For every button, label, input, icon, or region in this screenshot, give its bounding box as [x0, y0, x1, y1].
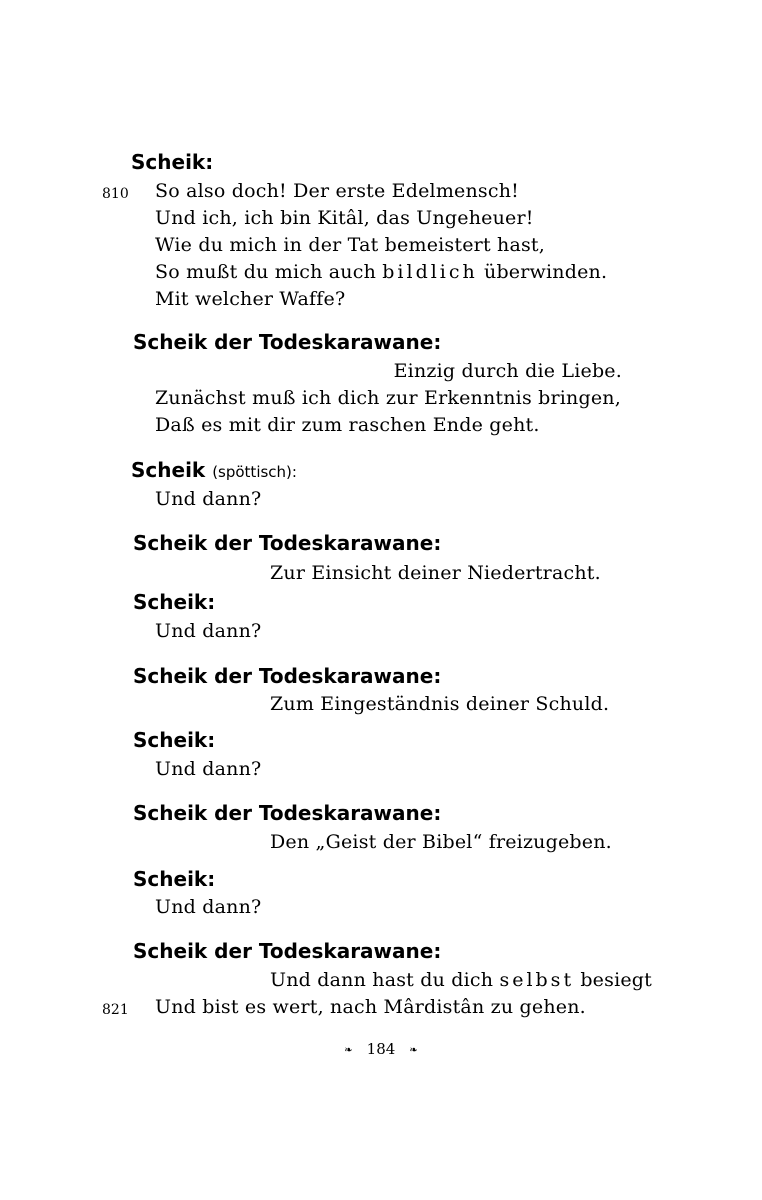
speaker-scheik: Scheik: [133, 728, 216, 752]
verse-line: Und bist es wert, nach Mârdistân zu gehen. [155, 996, 586, 1018]
verse-text: Und dann hast du dich [270, 969, 500, 991]
verse-line: So also doch! Der erste Edelmensch! [155, 180, 519, 202]
spaced-emphasis: selbst [499, 969, 575, 991]
line-number: 821 [102, 1002, 129, 1018]
verse-line: Und dann? [155, 620, 262, 642]
stage-direction: (spöttisch): [212, 463, 297, 481]
speaker-todeskarawane: Scheik der Todeskarawane: [133, 330, 442, 354]
verse-line: Und dann? [155, 896, 262, 918]
line-number: 810 [102, 186, 129, 202]
speaker-name: Scheik [131, 458, 206, 482]
verse-line: Zunächst muß ich dich zur Erkenntnis bringen, [155, 387, 621, 409]
speaker-scheik: Scheik: [131, 150, 214, 174]
verse-line [155, 261, 607, 283]
speaker-todeskarawane: Scheik der Todeskarawane: [133, 531, 442, 555]
verse-text: So mußt du mich auch [155, 261, 383, 283]
page-footer [0, 1040, 762, 1058]
verse-line: Einzig durch die Liebe. [393, 360, 622, 382]
verse-line [270, 969, 652, 991]
verse-line: Wie du mich in der Tat bemeistert hast, [155, 234, 546, 256]
ornament-icon: ❧ [409, 1044, 418, 1056]
speaker-todeskarawane: Scheik der Todeskarawane: [133, 939, 442, 963]
verse-text: überwinden. [477, 261, 608, 283]
verse-text: besiegt [574, 969, 652, 991]
verse-line: Und dann? [155, 488, 262, 510]
verse-line: Zum Eingeständnis deiner Schuld. [270, 693, 610, 715]
speaker-scheik: Scheik: [133, 867, 216, 891]
verse-line: Den „Geist der Bibel“ freizugeben. [270, 831, 612, 853]
speaker-scheik: Scheik: [133, 590, 216, 614]
verse-line: Und ich, ich bin Kitâl, das Ungeheuer! [155, 207, 534, 229]
verse-line: Daß es mit dir zum raschen Ende geht. [155, 414, 540, 436]
ornament-icon: ❧ [344, 1044, 353, 1056]
spaced-emphasis: bildlich [382, 261, 478, 283]
verse-line: Mit welcher Waffe? [155, 288, 346, 310]
speaker-scheik [131, 458, 297, 482]
speaker-todeskarawane: Scheik der Todeskarawane: [133, 664, 442, 688]
speaker-todeskarawane: Scheik der Todeskarawane: [133, 801, 442, 825]
verse-line: Zur Einsicht deiner Niedertracht. [270, 562, 601, 584]
page-number: 184 [366, 1040, 396, 1058]
verse-line: Und dann? [155, 758, 262, 780]
